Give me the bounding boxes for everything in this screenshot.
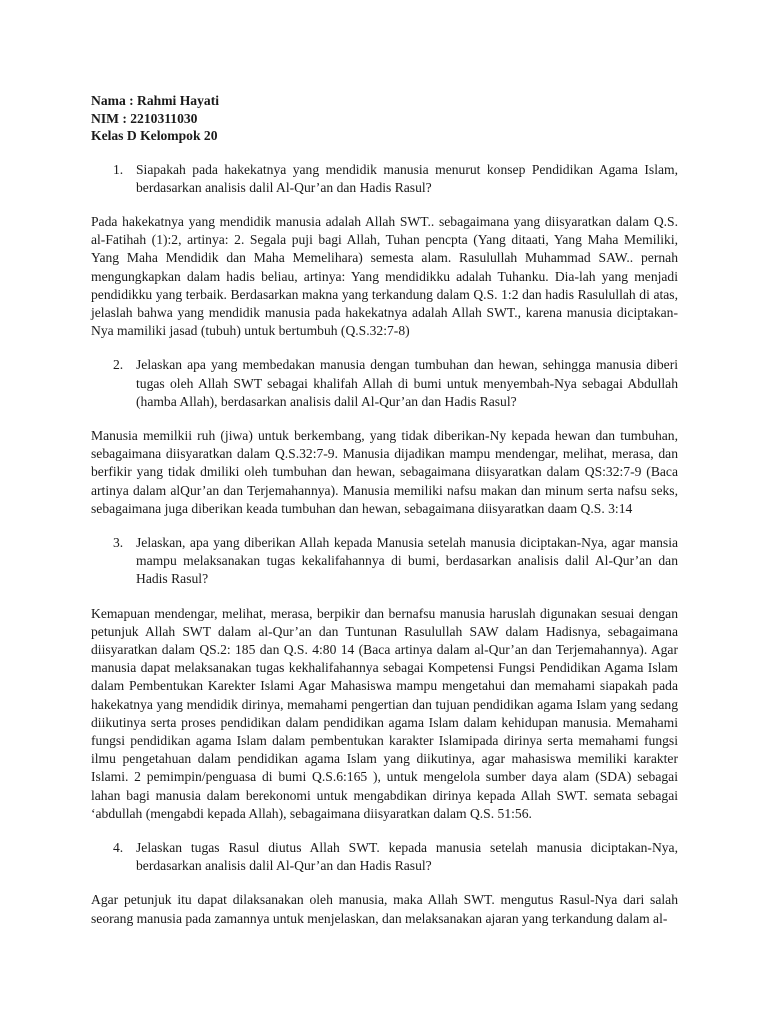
question-text: Jelaskan, apa yang diberikan Allah kepada Manusia setelah manusia diciptakan-Nya, agar mansia mampu melaksanakan tugas kekalifahannya di bumi, berdasarkan analisis dalil Al-Qur’an dan Hadis Rasul?	[136, 534, 678, 587]
question-text: Jelaskan tugas Rasul diutus Allah SWT. kepada manusia setelah manusia diciptakan-Nya, berdasarkan analisis dalil Al-Qur’an dan Hadis Rasul?	[136, 840, 678, 874]
answer-1: Pada hakekatnya yang mendidik manusia adalah Allah SWT.. sebagaimana yang diisyaratkan dalam Q.S. al-Fatihah (1):2, artinya: 2. Segala puji bagi Allah, Tuhan pencpta (Yang ditaati, Yang Maha Memiliki, Yang Maha Mendidik dan Maha Memelihara) semesta alam. Rasulullah Muhammad SAW.. pernah mengungkapkan dalam hadis beliau, artinya: Yang mendidikku adalah Tuhanku. Dia-lah yang menjadi pendidikku yang terbaik. Berdasarkan makna yang terkandung dalam Q.S. 1:2 dan hadis Rasulullah di atas, jelaslah bahwa yang mendidik manusia pada hakekatnya adalah Allah SWT., karena manusia diciptakan-Nya mamiliki jasad (tubuh) untuk bertumbuh (Q.S.32:7-8)	[91, 213, 678, 339]
answer-3: Kemapuan mendengar, melihat, merasa, berpikir dan bernafsu manusia haruslah digunakan sesuai dengan petunjuk Allah SWT dalam al-Qur’an dan Tuntunan Rasulullah SAW dalam Hadisnya, sebagaimana diisyaratkan dalam QS.2: 185 dan Q.S. 4:80 14 (Baca artinya dalam al-Qur’an dan Terjemahannya). Agar manusia dapat melaksanakan tugas kekhalifahannya sebagai Kompetensi Fungsi Pendidikan Agama Islam dalam Pembentukan Karekter Islami Agar Mahasiswa mampu mengetahui dan memahami siapakah pada hakekatnya yang mendidik dirinya, memahami pengertian dan tujuan pendidikan agama Islam yang sedang diikutinya serta proses pendidikan dalam pendidikan agama Islam dalam kehidupan manusia. Memahami fungsi pendidikan agama Islam dalam pembentukan karakter Islamipada dirinya serta memahami fungsi ilmu pengetahuan dalam pendidikan agama Islam yang diikutinya, agar mahasiswa memiliki karakter Islami. 2 pemimpin/penguasa di bumi Q.S.6:165 ), untuk mengelola sumber daya alam (SDA) sebagai lahan bagi manusia dalam berekonomi untuk mengabdikan dirinya kepada Allah SWT. semata sebagai ‘abdullah (mengabdi kepada Allah), sebagaimana diisyaratkan dalam Q.S. 51:56.	[91, 605, 678, 821]
question-number: 4.	[113, 840, 124, 855]
student-nim: NIM : 2210311030	[91, 110, 198, 126]
question-number: 1.	[113, 161, 124, 177]
answer-4: Agar petunjuk itu dapat dilaksanakan oleh manusia, maka Allah SWT. mengutus Rasul-Nya dari salah seorang manusia pada zamannya untuk menjelaskan, dan melaksanakan ajaran yang terkandung dalam al-	[91, 892, 678, 926]
question-3	[91, 534, 678, 589]
student-name: Nama : Rahmi Hayati	[91, 93, 219, 108]
question-2	[91, 356, 678, 411]
answer-2: Manusia memilkii ruh (jiwa) untuk berkembang, yang tidak diberikan-Ny kepada hewan dan tumbuhan, sebagaimana diisyaratkan dalam Q.S.32:7-9. Manusia dijadikan mampu mendengar, melihat, merasa, dan berfikir yang tidak dmiliki oleh tumbuhan dan hewan, sebagaimana diisyaratkan dalam QS:32:7-9 (Baca artinya dalam alQur’an dan Terjemahannya). Manusia memiliki nafsu makan dan minum serta nafsu seks, sebagaimana juga diberikan keada tumbuhan dan hewan, sebagaimana diisyaratkan daam Q.S. 3:14	[91, 427, 678, 516]
question-number: 2.	[113, 357, 124, 373]
question-number: 3.	[113, 534, 124, 550]
question-1	[91, 161, 678, 197]
question-text: Jelaskan apa yang membedakan manusia dengan tumbuhan dan hewan, sehingga manusia diberi tugas oleh Allah SWT sebagai khalifah Allah di bumi untuk menyembah-Nya sebagai Abdullah (hamba Allah), berdasarkan analisis dalil Al-Qur’an dan Hadis Rasul?	[136, 357, 678, 409]
document-page	[91, 92, 678, 928]
question-text: Siapakah pada hakekatnya yang mendidik manusia menurut konsep Pendidikan Agama Islam, berdasarkan analisis dalil Al-Qur’an dan Hadis Rasul?	[136, 161, 678, 195]
class-group: Kelas D Kelompok 20	[91, 128, 218, 143]
question-4	[91, 839, 678, 875]
